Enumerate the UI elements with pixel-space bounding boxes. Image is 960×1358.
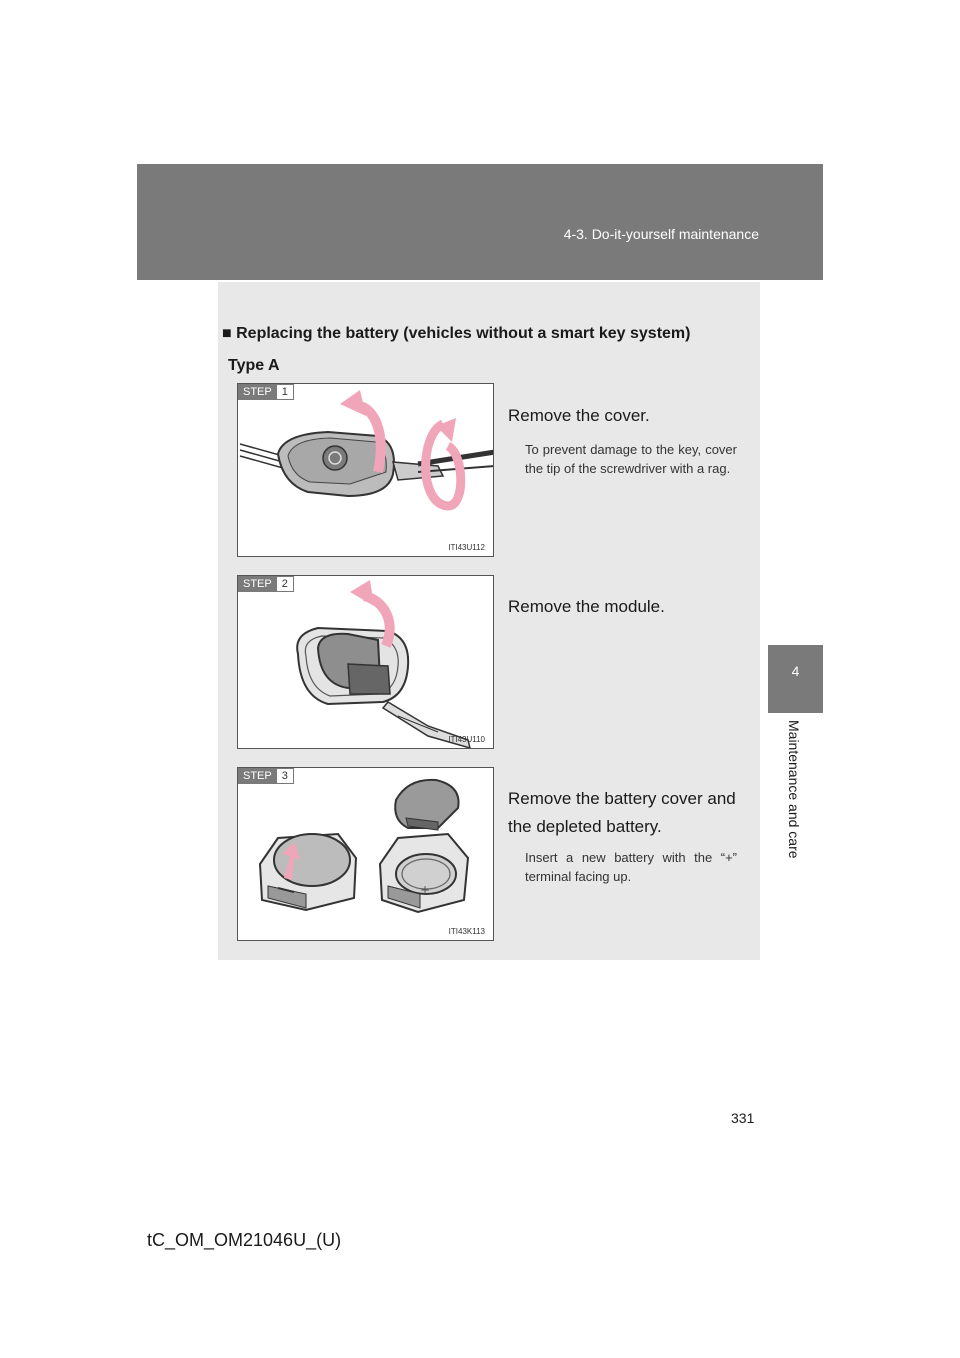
key-module-illustration: [238, 576, 494, 749]
panel-heading: ■ Replacing the battery (vehicles without a smart key system): [222, 325, 691, 342]
step-2-badge: [238, 576, 294, 592]
step-1-instruction: Remove the cover.: [508, 406, 650, 425]
step-1-badge: [238, 384, 294, 400]
chapter-label: [770, 720, 818, 880]
chapter-label-text: Maintenance and care: [786, 720, 802, 859]
section-title: 4-3. Do-it-yourself maintenance: [563, 226, 759, 242]
step-word: STEP: [238, 576, 277, 592]
step-number: 1: [277, 384, 294, 400]
step-2-figure: [237, 575, 494, 749]
step-number: 3: [277, 768, 294, 784]
header-band: [137, 164, 823, 280]
figure-code: ITI43K113: [448, 927, 485, 936]
document-code: tC_OM_OM21046U_(U): [147, 1230, 342, 1250]
step-3-instruction: Remove the battery cover and the depleted battery.: [508, 789, 736, 836]
figure-code: ITI43U112: [448, 543, 485, 552]
step-number: 2: [277, 576, 294, 592]
chapter-number: 4: [791, 663, 800, 679]
step-3-badge: [238, 768, 294, 784]
type-label: Type A: [228, 357, 280, 374]
battery-illustration: [238, 768, 494, 941]
step-3-note: Insert a new battery with the “+” terminal facing up.: [525, 850, 737, 884]
svg-text:+: +: [420, 883, 431, 897]
step-1-figure: [237, 383, 494, 557]
step-3-figure: [237, 767, 494, 941]
chapter-tab[interactable]: [768, 645, 823, 713]
step-word: STEP: [238, 384, 277, 400]
step-1-note: To prevent damage to the key, cover the tip of the screwdriver with a rag.: [525, 442, 737, 476]
page-number: 331: [731, 1110, 755, 1126]
figure-code: ITI43U110: [448, 735, 485, 744]
step-2-instruction: Remove the module.: [508, 597, 665, 616]
key-cover-illustration: [238, 384, 494, 557]
step-word: STEP: [238, 768, 277, 784]
